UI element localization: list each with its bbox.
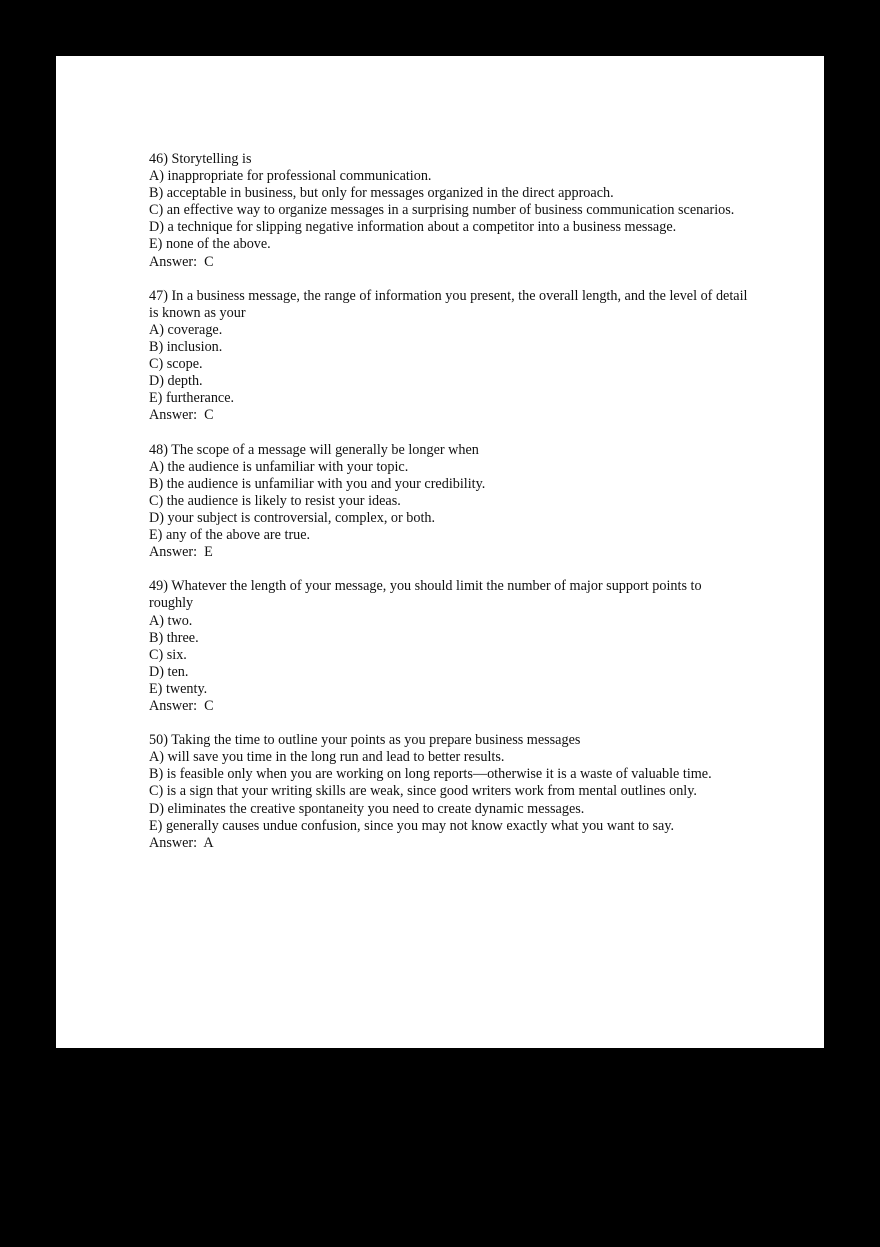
- option-b: B) is feasible only when you are working on long reports—otherwise it is a waste of valuable time.: [149, 766, 712, 783]
- answer: Answer: C: [149, 253, 214, 270]
- option-c: C) is a sign that your writing skills are weak, since good writers work from mental outlines only.: [149, 783, 697, 800]
- option-c: C) six.: [149, 646, 187, 663]
- option-e: E) generally causes undue confusion, since you may not know exactly what you want to say.: [149, 817, 675, 834]
- question-stem: 50) Taking the time to outline your points as you prepare business messages: [149, 732, 581, 749]
- question-stem: 49) Whatever the length of your message, you should limit the number of major support points to roughly: [149, 578, 706, 612]
- question-47: [149, 288, 749, 425]
- question-stem: 48) The scope of a message will generally be longer when: [149, 441, 479, 458]
- answer: Answer: E: [149, 544, 213, 561]
- option-b: B) the audience is unfamiliar with you and your credibility.: [149, 475, 486, 492]
- option-d: D) depth.: [149, 373, 203, 390]
- question-stem: 46) Storytelling is: [149, 151, 252, 167]
- document-page: [56, 56, 824, 1048]
- option-a: A) inappropriate for professional communication.: [149, 168, 432, 185]
- option-e: E) twenty.: [149, 680, 208, 697]
- option-a: A) two.: [149, 612, 193, 629]
- option-b: B) three.: [149, 629, 199, 646]
- option-e: E) furtherance.: [149, 390, 235, 407]
- option-a: A) the audience is unfamiliar with your topic.: [149, 458, 409, 475]
- option-d: D) a technique for slipping negative information about a competitor into a business message.: [149, 219, 677, 236]
- option-d: D) eliminates the creative spontaneity you need to create dynamic messages.: [149, 800, 585, 817]
- question-50: [149, 732, 749, 852]
- option-c: C) the audience is likely to resist your ideas.: [149, 492, 401, 509]
- option-a: A) will save you time in the long run and lead to better results.: [149, 749, 505, 766]
- option-e: E) any of the above are true.: [149, 527, 311, 544]
- question-46: [149, 151, 749, 271]
- option-b: B) acceptable in business, but only for messages organized in the direct approach.: [149, 185, 614, 202]
- question-48: [149, 442, 749, 562]
- option-a: A) coverage.: [149, 321, 223, 338]
- option-c: C) scope.: [149, 356, 203, 373]
- option-c: C) an effective way to organize messages in a surprising number of business communication scenarios.: [149, 202, 735, 219]
- question-stem: 47) In a business message, the range of information you present, the overall length, and the level of detail is known as your: [149, 287, 751, 321]
- option-d: D) ten.: [149, 663, 189, 680]
- answer: Answer: C: [149, 407, 214, 424]
- question-list: [149, 151, 749, 869]
- option-e: E) none of the above.: [149, 236, 271, 253]
- question-49: [149, 578, 749, 715]
- answer: Answer: A: [149, 834, 214, 851]
- option-b: B) inclusion.: [149, 339, 223, 356]
- answer: Answer: C: [149, 698, 214, 714]
- option-d: D) your subject is controversial, complex, or both.: [149, 509, 436, 526]
